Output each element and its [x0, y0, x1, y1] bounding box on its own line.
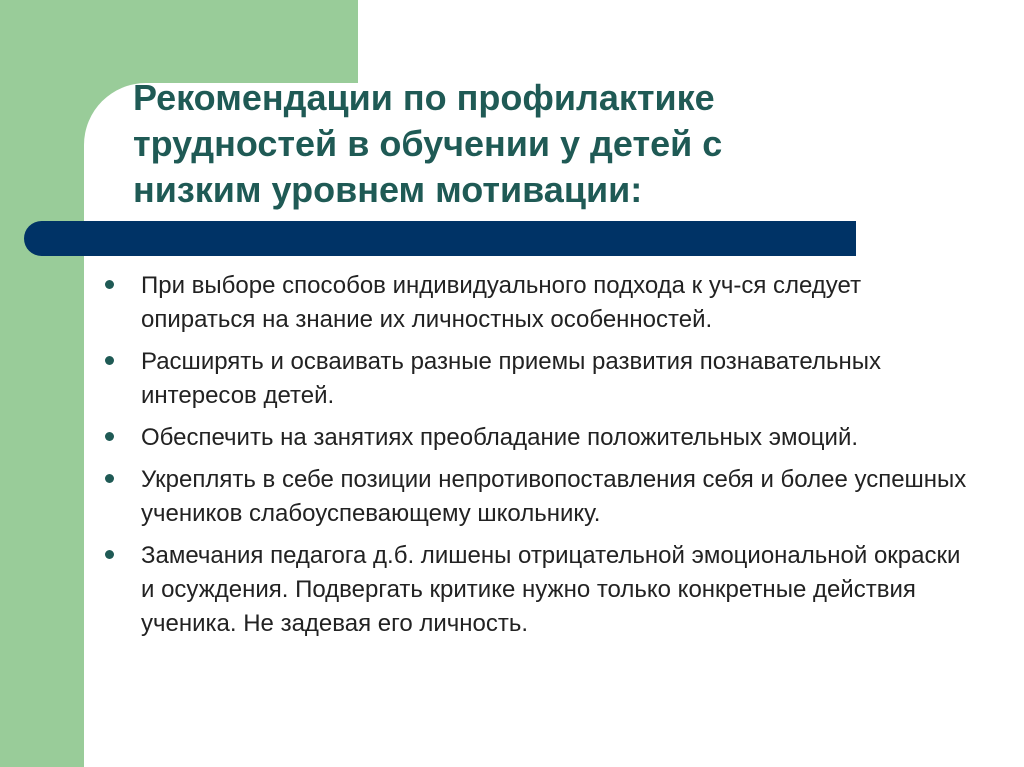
- bullet-dot-icon: [105, 280, 114, 289]
- bullet-dot-icon: [105, 474, 114, 483]
- bullet-item: [100, 421, 970, 455]
- bullet-text: При выборе способов индивидуального подхода к уч-ся следует опираться на знание их личностных особенностей.: [141, 272, 862, 333]
- bullet-item: [100, 463, 970, 531]
- bullet-text: Расширять и осваивать разные приемы развития познавательных интересов детей.: [141, 348, 881, 409]
- bullet-text: Замечания педагога д.б. лишены отрицательной эмоциональной окраски и осуждения. Подвергать критике нужно только конкретные действия ученика. Не задевая его личность.: [141, 542, 961, 637]
- bullet-item: [100, 345, 970, 413]
- bullet-item: [100, 539, 970, 641]
- bullet-dot-icon: [105, 356, 114, 365]
- slide-title: Рекомендации по профилактике трудностей в обучении у детей с низким уровнем мотивации:: [133, 77, 723, 210]
- bullet-list: [100, 269, 970, 649]
- bullet-text: Обеспечить на занятиях преобладание положительных эмоций.: [141, 424, 859, 451]
- bullet-text: Укреплять в себе позиции непротивопоставления себя и более успешных учеников слабоуспевающему школьнику.: [141, 466, 967, 527]
- title-underline-bar: [24, 221, 856, 256]
- bullet-dot-icon: [105, 432, 114, 441]
- bullet-dot-icon: [105, 550, 114, 559]
- bullet-item: [100, 269, 970, 337]
